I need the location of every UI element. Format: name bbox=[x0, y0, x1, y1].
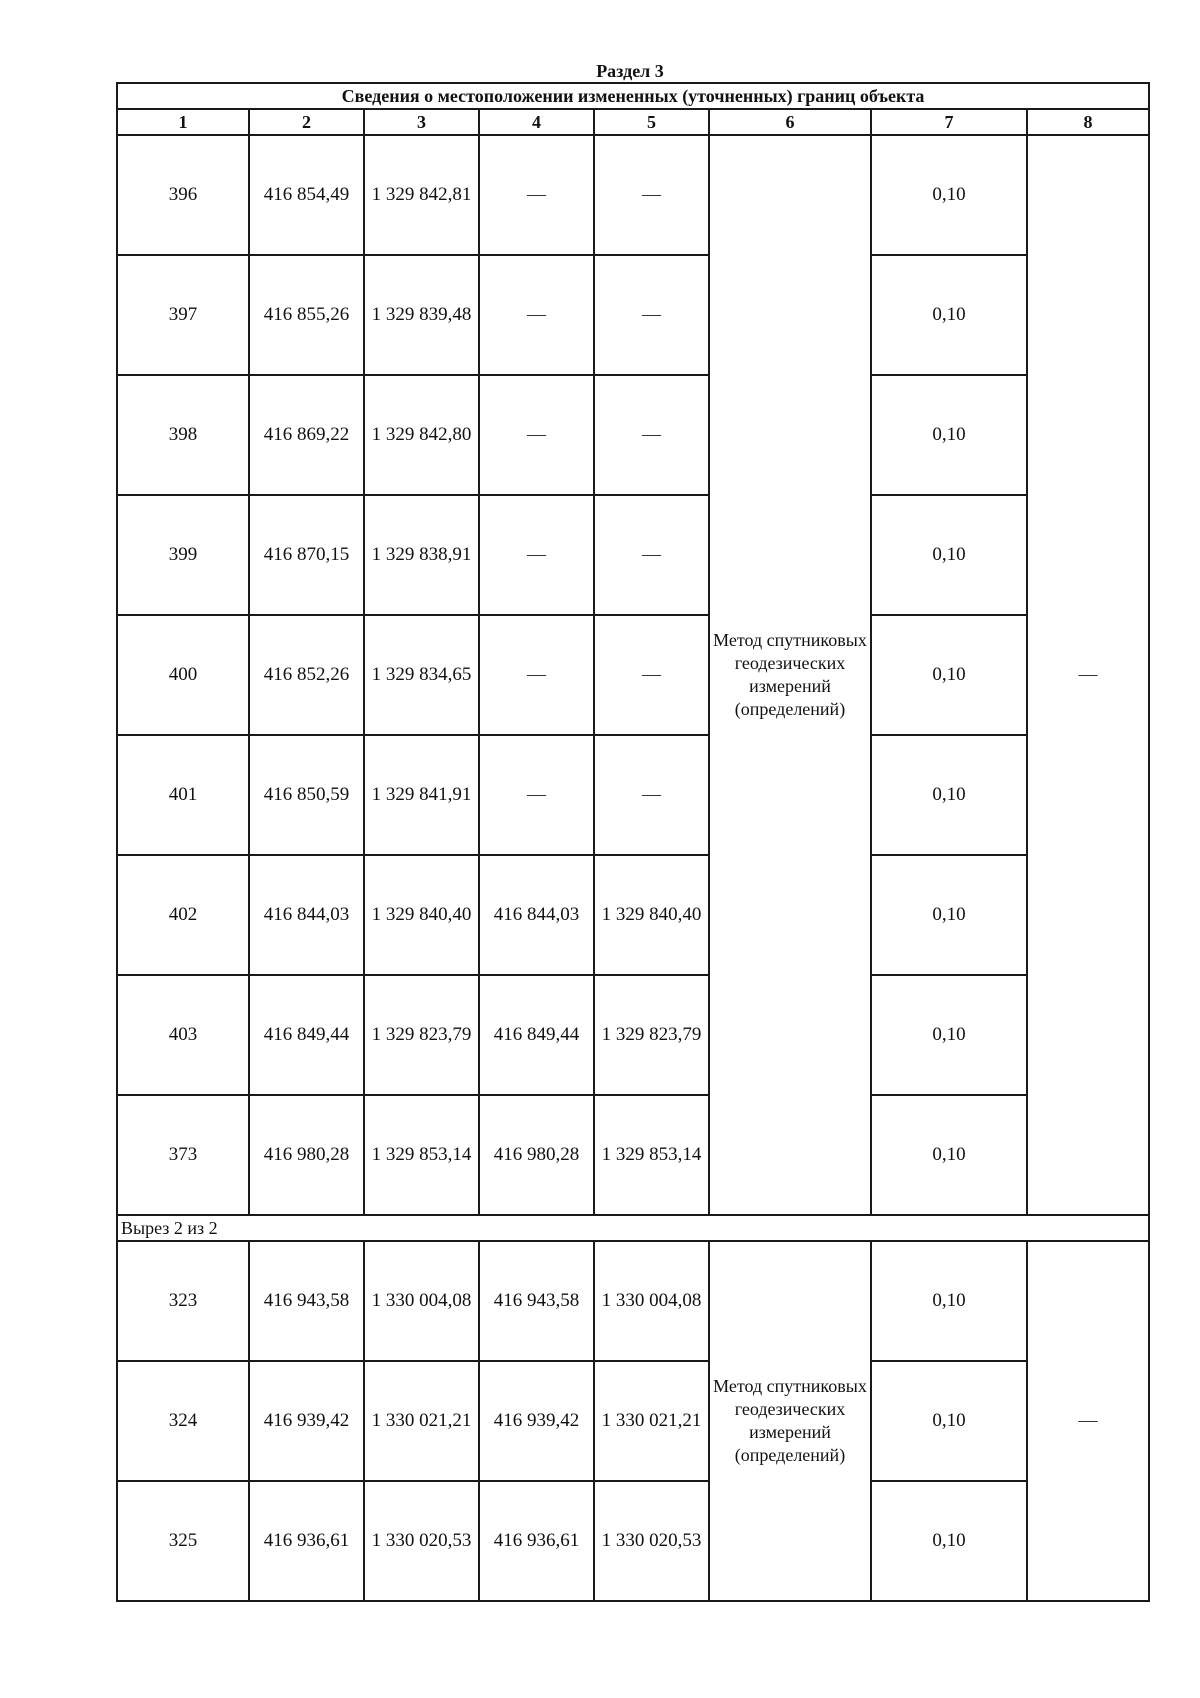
accuracy: 0,10 bbox=[871, 855, 1027, 975]
coord-y: 1 329 838,91 bbox=[364, 495, 479, 615]
coord-x: 416 869,22 bbox=[249, 375, 364, 495]
table-caption: Сведения о местоположении измененных (уточненных) границ объекта bbox=[117, 83, 1149, 109]
coord-y-new: 1 330 021,21 bbox=[594, 1361, 709, 1481]
group-label-row bbox=[117, 1215, 1149, 1241]
point-number: 398 bbox=[117, 375, 249, 495]
point-number: 403 bbox=[117, 975, 249, 1095]
coord-y-new: — bbox=[594, 135, 709, 255]
coord-y-new: — bbox=[594, 375, 709, 495]
coord-x: 416 849,44 bbox=[249, 975, 364, 1095]
coord-y: 1 329 840,40 bbox=[364, 855, 479, 975]
table-row bbox=[117, 1241, 1149, 1361]
coord-y: 1 329 842,81 bbox=[364, 135, 479, 255]
accuracy: 0,10 bbox=[871, 615, 1027, 735]
table-caption-row bbox=[117, 83, 1149, 109]
point-number: 402 bbox=[117, 855, 249, 975]
point-number: 373 bbox=[117, 1095, 249, 1215]
accuracy: 0,10 bbox=[871, 1481, 1027, 1601]
coord-y: 1 329 823,79 bbox=[364, 975, 479, 1095]
coord-y-new: — bbox=[594, 255, 709, 375]
table-row bbox=[117, 1361, 1149, 1481]
column-number: 2 bbox=[249, 109, 364, 135]
group-label: Вырез 2 из 2 bbox=[117, 1215, 1149, 1241]
section-title: Раздел 3 bbox=[596, 61, 664, 81]
coord-x-new: 416 936,61 bbox=[479, 1481, 594, 1601]
point-number: 325 bbox=[117, 1481, 249, 1601]
table-row bbox=[117, 615, 1149, 735]
coord-x-new: — bbox=[479, 615, 594, 735]
column-8-cell: — bbox=[1027, 1241, 1149, 1601]
column-8-cell: — bbox=[1027, 135, 1149, 1215]
coord-y: 1 330 020,53 bbox=[364, 1481, 479, 1601]
coord-y: 1 329 841,91 bbox=[364, 735, 479, 855]
coord-x-new: — bbox=[479, 255, 594, 375]
accuracy: 0,10 bbox=[871, 1361, 1027, 1481]
column-number: 5 bbox=[594, 109, 709, 135]
coord-x: 416 854,49 bbox=[249, 135, 364, 255]
table-body bbox=[117, 83, 1149, 1601]
accuracy: 0,10 bbox=[871, 1095, 1027, 1215]
table-row bbox=[117, 735, 1149, 855]
coord-x: 416 852,26 bbox=[249, 615, 364, 735]
coord-x-new: — bbox=[479, 495, 594, 615]
coord-x: 416 980,28 bbox=[249, 1095, 364, 1215]
coord-y-new: — bbox=[594, 615, 709, 735]
coord-y-new: 1 330 020,53 bbox=[594, 1481, 709, 1601]
table-row bbox=[117, 855, 1149, 975]
table-row bbox=[117, 975, 1149, 1095]
accuracy: 0,10 bbox=[871, 735, 1027, 855]
coord-x-new: 416 844,03 bbox=[479, 855, 594, 975]
table-row bbox=[117, 1095, 1149, 1215]
coord-y: 1 329 842,80 bbox=[364, 375, 479, 495]
table-row bbox=[117, 495, 1149, 615]
accuracy: 0,10 bbox=[871, 375, 1027, 495]
coord-x: 416 936,61 bbox=[249, 1481, 364, 1601]
coord-x: 416 939,42 bbox=[249, 1361, 364, 1481]
coord-x-new: — bbox=[479, 135, 594, 255]
column-number: 8 bbox=[1027, 109, 1149, 135]
column-number: 7 bbox=[871, 109, 1027, 135]
point-number: 323 bbox=[117, 1241, 249, 1361]
table-row bbox=[117, 375, 1149, 495]
coord-x-new: 416 980,28 bbox=[479, 1095, 594, 1215]
coord-x-new: — bbox=[479, 375, 594, 495]
coord-y: 1 329 853,14 bbox=[364, 1095, 479, 1215]
point-number: 400 bbox=[117, 615, 249, 735]
accuracy: 0,10 bbox=[871, 255, 1027, 375]
method-cell: Метод спутниковых геодезических измерений (определений) bbox=[709, 1241, 871, 1601]
coord-x-new: 416 939,42 bbox=[479, 1361, 594, 1481]
table-row bbox=[117, 1481, 1149, 1601]
accuracy: 0,10 bbox=[871, 975, 1027, 1095]
coord-x: 416 844,03 bbox=[249, 855, 364, 975]
column-number: 1 bbox=[117, 109, 249, 135]
accuracy: 0,10 bbox=[871, 135, 1027, 255]
column-number: 3 bbox=[364, 109, 479, 135]
coord-y: 1 330 021,21 bbox=[364, 1361, 479, 1481]
column-number: 6 bbox=[709, 109, 871, 135]
point-number: 401 bbox=[117, 735, 249, 855]
coord-x: 416 943,58 bbox=[249, 1241, 364, 1361]
point-number: 399 bbox=[117, 495, 249, 615]
point-number: 324 bbox=[117, 1361, 249, 1481]
coord-y-new: 1 329 853,14 bbox=[594, 1095, 709, 1215]
table-row bbox=[117, 135, 1149, 255]
coord-y: 1 330 004,08 bbox=[364, 1241, 479, 1361]
coord-x-new: — bbox=[479, 735, 594, 855]
point-number: 396 bbox=[117, 135, 249, 255]
column-number: 4 bbox=[479, 109, 594, 135]
boundary-table bbox=[116, 82, 1150, 1602]
coord-x: 416 870,15 bbox=[249, 495, 364, 615]
column-number-row bbox=[117, 109, 1149, 135]
method-cell: Метод спутниковых геодезических измерений (определений) bbox=[709, 135, 871, 1215]
coord-x: 416 850,59 bbox=[249, 735, 364, 855]
coord-y: 1 329 839,48 bbox=[364, 255, 479, 375]
coord-x: 416 855,26 bbox=[249, 255, 364, 375]
coord-y-new: 1 329 840,40 bbox=[594, 855, 709, 975]
coord-y-new: 1 329 823,79 bbox=[594, 975, 709, 1095]
coord-y-new: — bbox=[594, 735, 709, 855]
accuracy: 0,10 bbox=[871, 1241, 1027, 1361]
coord-y-new: 1 330 004,08 bbox=[594, 1241, 709, 1361]
coord-y: 1 329 834,65 bbox=[364, 615, 479, 735]
coord-x-new: 416 943,58 bbox=[479, 1241, 594, 1361]
coord-y-new: — bbox=[594, 495, 709, 615]
coord-x-new: 416 849,44 bbox=[479, 975, 594, 1095]
point-number: 397 bbox=[117, 255, 249, 375]
table-row bbox=[117, 255, 1149, 375]
accuracy: 0,10 bbox=[871, 495, 1027, 615]
